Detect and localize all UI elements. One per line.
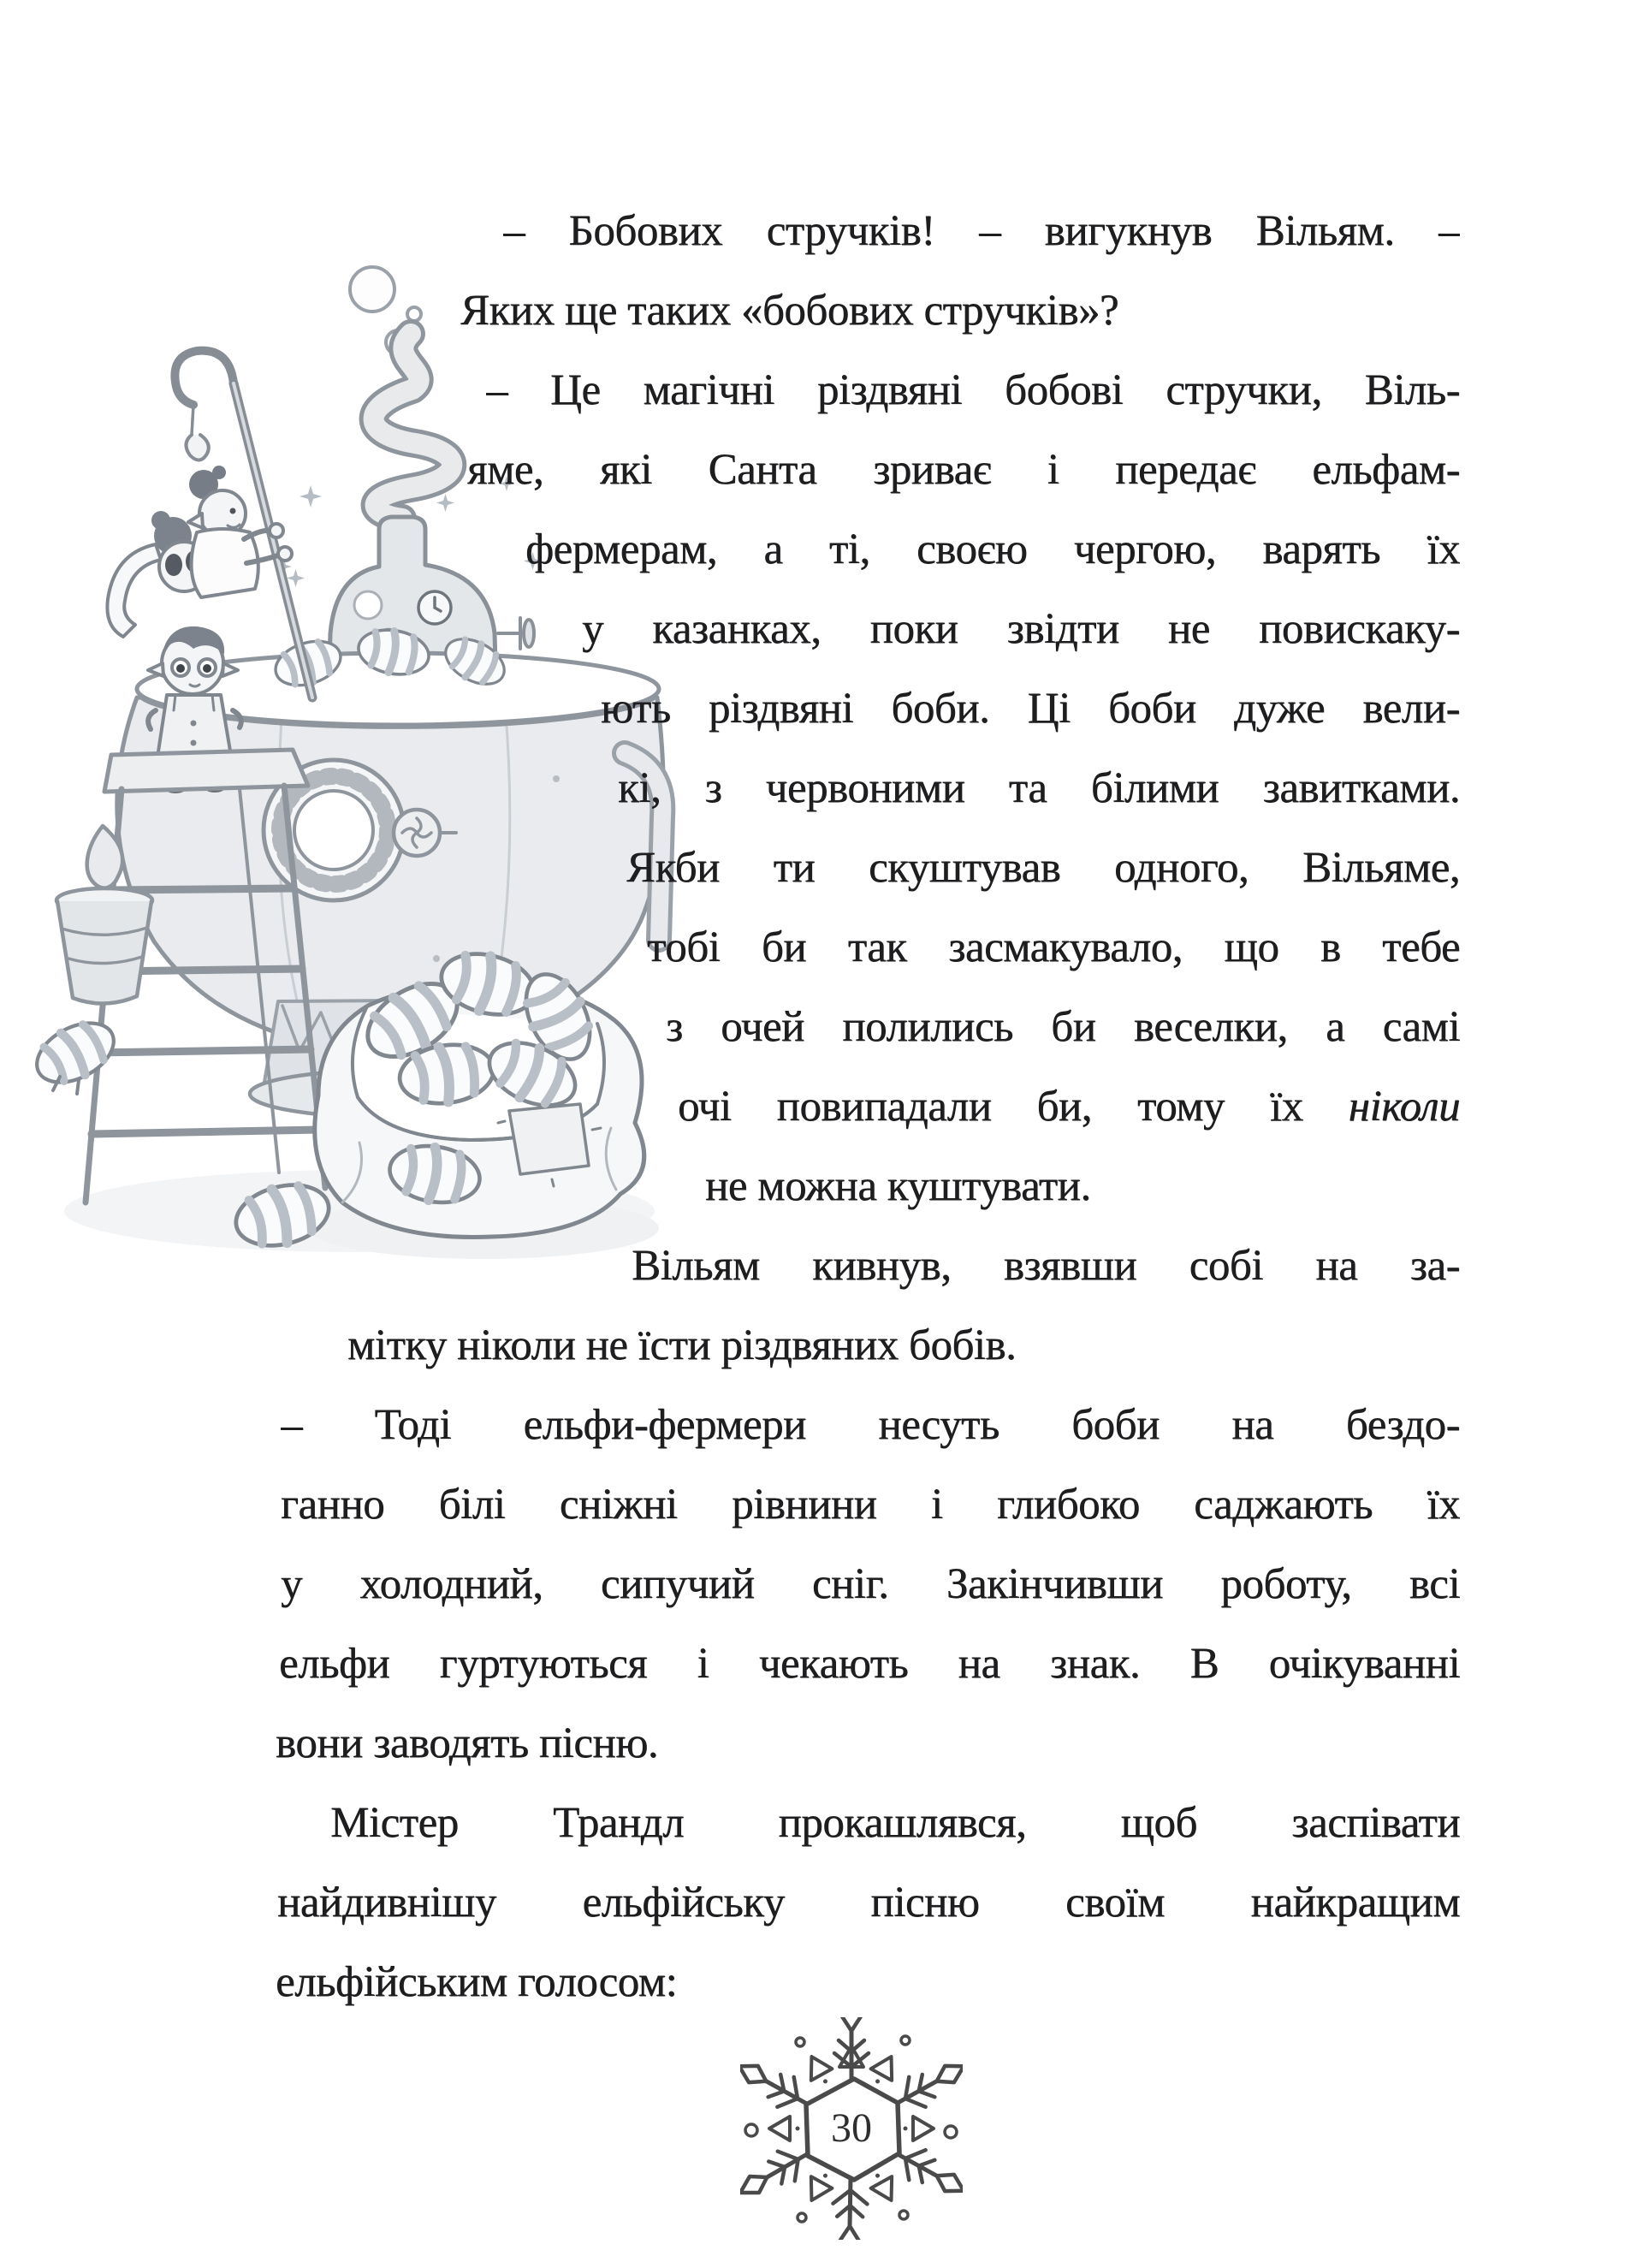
- text-line-22: найдивнішу ельфійську пісню своїм найкращим: [277, 1879, 1460, 1927]
- bean-with-legs: [27, 1011, 124, 1094]
- page-number: 30: [831, 2105, 872, 2151]
- story-text: [276, 192, 1460, 2022]
- text-line-20: вони заводять пісню.: [276, 1719, 659, 1767]
- text-line-21: Містер Трандл прокашлявся, щоб заспівати: [330, 1799, 1460, 1847]
- text-line-23: ельфійським голосом:: [276, 1958, 678, 2006]
- text-line-11: з очей полились би веселки, а самі: [666, 1003, 1460, 1051]
- text-line-18: у холодний, сипучий сніг. Закінчивши роботу, всі: [281, 1560, 1460, 1608]
- text-line-19: ельфи гуртуються і чекають на знак. В очікуванні: [279, 1640, 1460, 1688]
- text-line-4: яме, які Санта зриває і передає ельфам-: [467, 446, 1460, 494]
- text-line-8: кі, з червоними та білими завитками.: [618, 764, 1460, 812]
- text-line-7: ють різдвяні боби. Ці боби дуже вели-: [601, 685, 1460, 733]
- text-line-5: фермерам, а ті, своєю чергою, варять їх: [525, 525, 1460, 573]
- text-line-12: очі повипадали би, тому їх ніколи: [678, 1083, 1460, 1131]
- text-line-15: мітку ніколи не їсти різдвяних бобів.: [347, 1321, 1017, 1369]
- text-line-10: тобі би так засмакувало, що в тебе: [647, 923, 1460, 971]
- text-line-16: – Тоді ельфи-фермери несуть боби на бездо-: [281, 1401, 1460, 1449]
- text-line-17: ганно білі сніжні рівнини і глибоко саджають їх: [281, 1481, 1460, 1529]
- text-line-14: Вільям кивнув, взявши собі на за-: [632, 1242, 1460, 1290]
- text-line-2: Яких ще таких «бобових стручків»?: [460, 287, 1119, 335]
- text-line-9: Якби ти скуштував одного, Вільяме,: [626, 844, 1460, 892]
- text-line-6: у казанках, поки звідти не повискаку-: [582, 605, 1460, 653]
- text-line-3: – Це магічні різдвяні бобові стручки, Віль-: [486, 366, 1460, 414]
- text-line-13: не можна куштувати.: [705, 1162, 1091, 1210]
- text-line-1: – Бобових стручків! – вигукнув Вільям. –: [503, 207, 1460, 255]
